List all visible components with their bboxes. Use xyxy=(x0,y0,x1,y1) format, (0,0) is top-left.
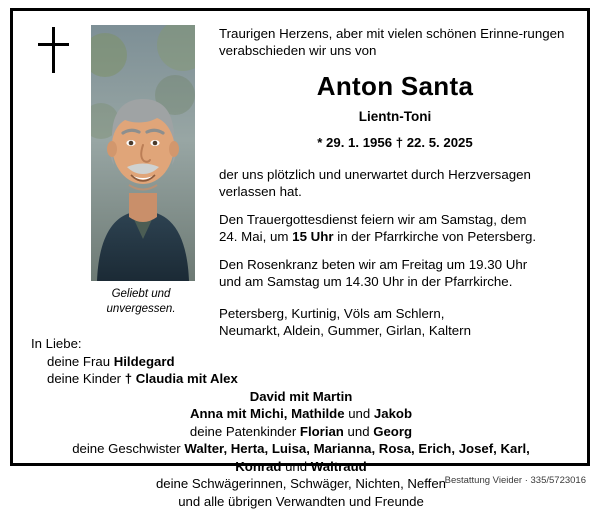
right-column xyxy=(219,25,571,339)
places-text xyxy=(219,305,571,339)
funeral-home-footer: Bestattung Vieider · 335/5723016 xyxy=(445,475,586,486)
service-line-2-post: in der Pfarrkirche von Petersberg. xyxy=(334,229,537,244)
birth-death-dates: * 29. 1. 1956 † 22. 5. 2025 xyxy=(219,135,571,150)
family-line-wife: deine Frau Hildegard xyxy=(31,353,571,371)
family-name-anna: Anna mit Michi, Mathilde xyxy=(190,406,345,421)
family-line-siblings-cont: Konrad und Waltraud xyxy=(31,458,571,476)
family-name-konrad: Konrad xyxy=(235,459,281,474)
left-column xyxy=(31,25,199,73)
service-time: 15 Uhr xyxy=(292,229,333,244)
passing-text: der uns plötzlich und unerwartet durch Herzversagen verlassen hat. xyxy=(219,166,571,200)
rosary-text xyxy=(219,256,571,290)
family-name-jakob: Jakob xyxy=(374,406,412,421)
rosary-line-1: Den Rosenkranz beten wir am Freitag um 19.30 Uhr xyxy=(219,257,527,272)
intro-text: Traurigen Herzens, aber mit vielen schönen Erinne-rungen verabschieden wir uns von xyxy=(219,25,571,59)
family-line-david xyxy=(31,388,571,406)
photo-caption-line-2: unvergessen. xyxy=(81,302,201,317)
family-name-florian: Florian xyxy=(300,424,344,439)
portrait-photo xyxy=(91,25,195,281)
family-name-claudia: † Claudia mit Alex xyxy=(125,371,238,386)
family-line-siblings: deine Geschwister Walter, Herta, Luisa, Marianna, Rosa, Erich, Josef, Karl, xyxy=(31,440,571,458)
deceased-nickname: Lientn-Toni xyxy=(219,109,571,124)
deceased-name: Anton Santa xyxy=(219,71,571,102)
funeral-service-text xyxy=(219,211,571,245)
family-line-godchildren: deine Patenkinder Florian und Georg xyxy=(31,423,571,441)
family-line-others: und alle übrigen Verwandten und Freunde xyxy=(31,493,571,510)
family-line-anna: Anna mit Michi, Mathilde und Jakob xyxy=(31,405,571,423)
family-heading: In Liebe: xyxy=(31,335,571,353)
notice-content xyxy=(31,25,571,455)
family-line-children: deine Kinder † Claudia mit Alex xyxy=(31,370,571,388)
notice-border xyxy=(10,8,590,466)
cross-horizontal-bar xyxy=(38,43,69,46)
service-line-2-pre: 24. Mai, um xyxy=(219,229,292,244)
photo-caption xyxy=(81,287,201,317)
family-line-inlaws: deine Schwägerinnen, Schwäger, Nichten, Neffen xyxy=(31,475,571,493)
portrait-illustration xyxy=(91,25,195,281)
family-names-siblings: Walter, Herta, Luisa, Marianna, Rosa, Erich, Josef, Karl, xyxy=(184,441,529,456)
family-name-georg: Georg xyxy=(373,424,412,439)
service-line-1: Den Trauergottesdienst feiern wir am Samstag, dem xyxy=(219,212,526,227)
cross-icon xyxy=(37,27,77,73)
cross-vertical-bar xyxy=(52,27,55,73)
family-name-david: David mit Martin xyxy=(250,389,353,404)
family-name-hildegard: Hildegard xyxy=(114,354,175,369)
places-line-1: Petersberg, Kurtinig, Völs am Schlern, xyxy=(219,306,444,321)
family-name-waltraud: Waltraud xyxy=(311,459,367,474)
rosary-line-2: und am Samstag um 14.30 Uhr in der Pfarrkirche. xyxy=(219,274,512,289)
photo-caption-line-1: Geliebt und xyxy=(81,287,201,302)
places-line-2: Neumarkt, Aldein, Gummer, Girlan, Kaltern xyxy=(219,323,471,338)
